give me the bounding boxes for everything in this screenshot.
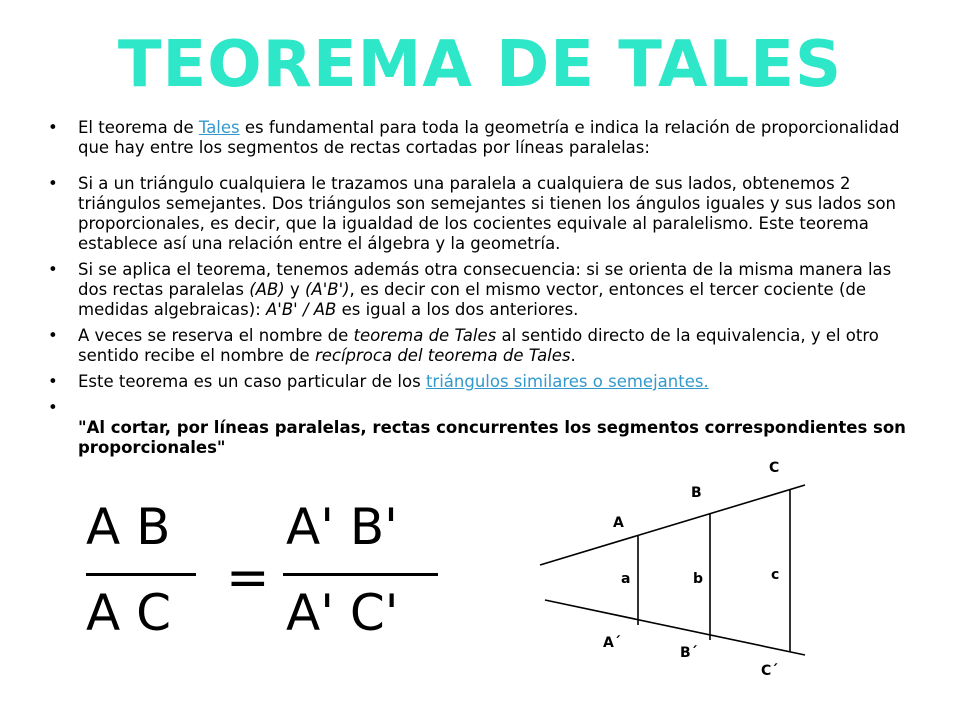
point-label-b-prime: B´ <box>680 645 698 661</box>
point-label-b: B <box>691 485 702 501</box>
right-numerator: A' B' <box>286 498 398 556</box>
left-numerator: A B <box>86 498 171 556</box>
point-label-a: A <box>613 515 624 531</box>
list-item: • Si a un triángulo cualquiera le trazamos una paralela a cualquiera de sus lados, obtenemos 2 triángulos semejantes. Dos triángulos son semejantes si tienen los ángulos iguales y sus lados son proporcionales, es decir, que la igualdad de los cocientes equivale al paralelismo. Este teorema establece así una relación entre el álgebra y la geometría. <box>48 174 908 254</box>
point-label-a-prime: A´ <box>603 635 621 651</box>
list-item: • El teorema de Tales es fundamental para toda la geometría e indica la relación de proporcionalidad que hay entre los segmentos de rectas cortadas por líneas paralelas: <box>48 118 908 158</box>
lower-ray <box>545 600 805 655</box>
list-item: • Este teorema es un caso particular de los triángulos similares o semejantes. <box>48 372 908 392</box>
segment-label-a: a <box>621 571 631 587</box>
theorem-quote: "Al cortar, por líneas paralelas, rectas concurrentes los segmentos correspondientes son proporcionales" <box>78 418 906 457</box>
left-fraction-bar <box>86 573 196 576</box>
equals-sign: = <box>226 548 270 608</box>
similar-triangles-link[interactable]: triángulos similares o semejantes. <box>425 372 709 391</box>
list-item: • Si se aplica el teorema, tenemos además otra consecuencia: si se orienta de la misma manera las dos rectas paralelas (AB) y (A'B'), es decir con el mismo vector, entonces el tercer cociente (de medidas algebraicas): A'B' / AB es igual a los dos anteriores. <box>48 260 908 320</box>
segment-label-b: b <box>693 571 704 587</box>
tales-link[interactable]: Tales <box>198 118 240 137</box>
proportion-formula <box>80 490 460 660</box>
bullet-list <box>48 118 908 464</box>
page-title: TEOREMA DE TALES <box>117 28 843 102</box>
thales-diagram <box>535 455 835 695</box>
segment-label-c: c <box>771 567 780 583</box>
upper-ray <box>540 485 805 565</box>
list-item <box>48 398 908 458</box>
right-fraction-bar <box>283 573 438 576</box>
left-denominator: A C <box>86 584 172 642</box>
list-item: • A veces se reserva el nombre de teorema de Tales al sentido directo de la equivalencia, y el otro sentido recibe el nombre de recíproca del teorema de Tales. <box>48 326 908 366</box>
point-label-c-prime: C´ <box>761 663 779 679</box>
thales-diagram-svg <box>535 455 835 695</box>
right-denominator: A' C' <box>286 584 399 642</box>
point-label-c: C <box>769 460 780 476</box>
